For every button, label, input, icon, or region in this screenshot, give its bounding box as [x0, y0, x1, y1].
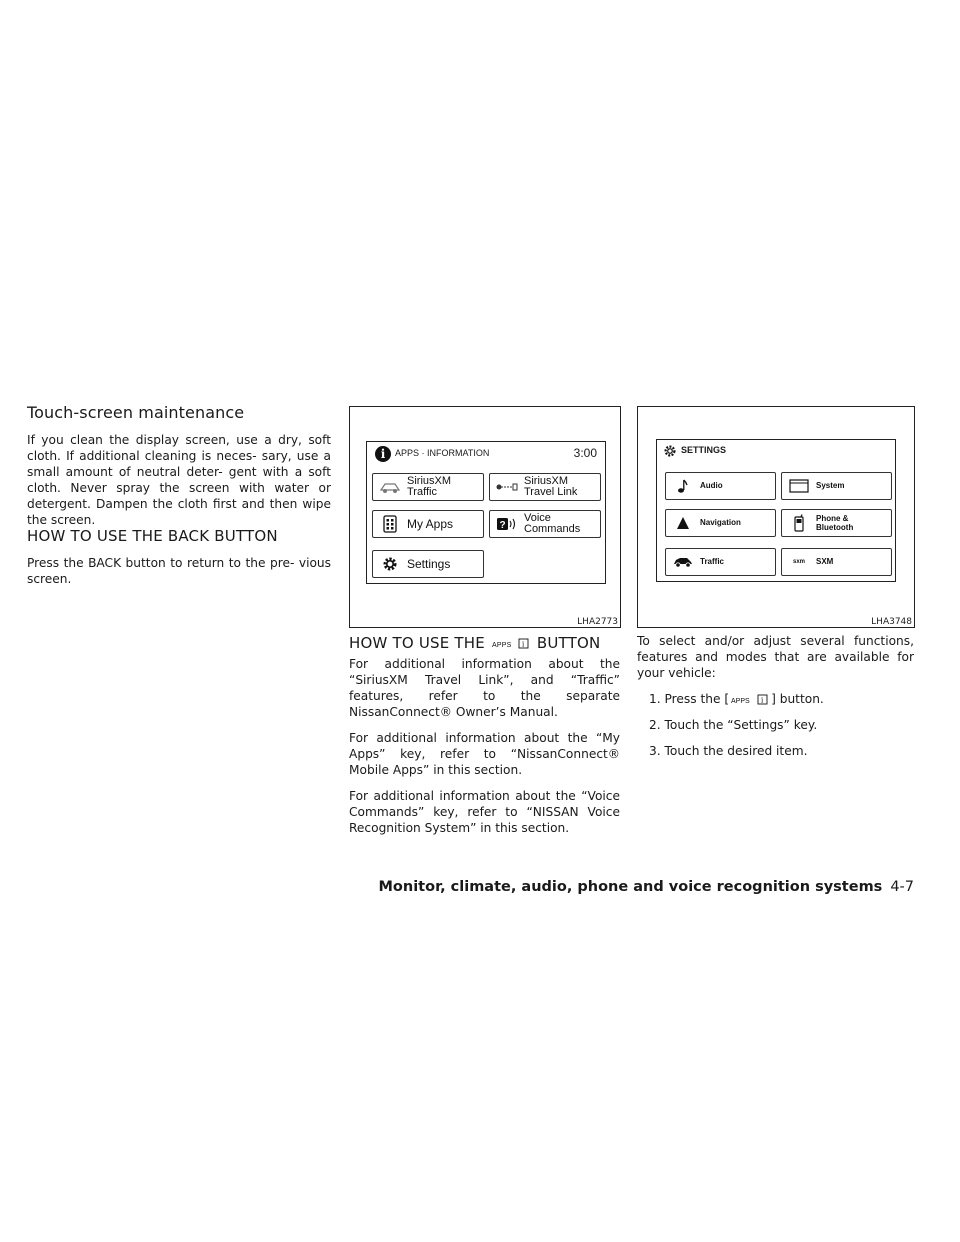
svg-text:?: ?: [499, 520, 506, 531]
footer-title: Monitor, climate, audio, phone and voice recognition systems: [378, 879, 883, 895]
navigation-arrow-icon: [672, 514, 694, 532]
apps-info-icon: [492, 638, 530, 649]
clock: 3:00: [573, 446, 597, 460]
apps-header-title: APPS · INFORMATION: [395, 448, 490, 458]
traffic-label: Traffic: [700, 557, 725, 566]
page-footer: [379, 879, 915, 895]
step-1-post: ] button.: [771, 692, 824, 706]
info-icon: i: [375, 446, 391, 462]
settings-button[interactable]: [372, 550, 484, 578]
back-button-text: Press the BACK button to return to the pre- vious screen.: [27, 556, 331, 586]
apps-button-heading: [349, 634, 620, 652]
traffic-icon: [379, 478, 401, 496]
step-3: 3. Touch the desired item.: [649, 744, 808, 758]
system-label: System: [816, 481, 845, 490]
my-apps-button[interactable]: [372, 510, 484, 538]
phone-icon: [788, 514, 810, 532]
paragraph-my-apps: For additional information about the “My Apps” key, refer to “NissanConnect® Mobile Apps” in this section.: [349, 731, 620, 777]
touch-screen-paragraph: [27, 432, 331, 538]
step-1: [649, 691, 914, 707]
music-note-icon: [672, 477, 694, 495]
svg-text:i: i: [521, 640, 525, 649]
apps-icon: [379, 515, 401, 533]
audio-button[interactable]: [665, 472, 776, 500]
figure-apps-information: [349, 406, 621, 628]
phone-bluetooth-label: Phone & Bluetooth: [816, 514, 854, 532]
settings-screen: [656, 439, 896, 582]
svg-text:i: i: [761, 696, 764, 705]
apps-screen: [366, 441, 606, 584]
siriusxm-traffic-label: SiriusXM Traffic: [407, 475, 452, 498]
traffic-button[interactable]: [665, 548, 776, 576]
apps-button-paragraphs: [349, 656, 620, 846]
settings-header-title: SETTINGS: [681, 445, 727, 455]
gear-icon: [663, 443, 677, 457]
figure-settings: [637, 406, 915, 628]
my-apps-label: My Apps: [407, 517, 454, 531]
sxm-button[interactable]: [781, 548, 892, 576]
step-2: 2. Touch the “Settings” key.: [649, 718, 818, 732]
voice-commands-button[interactable]: [489, 510, 601, 538]
siriusxm-travel-link-label: SiriusXM Travel Link: [524, 475, 578, 498]
screen-icon: [788, 477, 810, 495]
navigation-label: Navigation: [700, 518, 741, 527]
apps-heading-pre: HOW TO USE THE: [349, 634, 485, 652]
travel-link-icon: [496, 478, 518, 496]
apps-heading-post: BUTTON: [536, 634, 601, 652]
back-button-paragraph: [27, 555, 331, 597]
car-icon: [672, 553, 694, 571]
navigation-button[interactable]: [665, 509, 776, 537]
phone-bluetooth-button[interactable]: [781, 509, 892, 537]
siriusxm-traffic-button[interactable]: [372, 473, 484, 501]
settings-steps: [637, 691, 914, 759]
step-1-pre: 1. Press the [: [649, 692, 730, 706]
voice-commands-label: Voice Commands: [524, 512, 581, 535]
system-button[interactable]: [781, 472, 892, 500]
settings-instructions: [637, 633, 914, 769]
apps-info-icon: [731, 694, 769, 705]
sxm-label: SXM: [816, 557, 834, 566]
apps-icon-text: APPS: [491, 642, 512, 649]
voice-icon: [496, 515, 518, 533]
figure-code: LHA3748: [871, 617, 912, 627]
settings-label: Settings: [407, 557, 451, 571]
paragraph-voice-commands: For additional information about the “Voice Commands” key, refer to “NISSAN Voice Recognition System” in this section.: [349, 789, 620, 835]
back-button-heading: HOW TO USE THE BACK BUTTON: [27, 527, 278, 545]
gear-icon: [379, 555, 401, 573]
sxm-icon: [788, 553, 810, 571]
touch-screen-text: If you clean the display screen, use a dry, soft cloth. If additional cleaning is neces- sary, use a small amount of neutral deter- gent with a soft cloth. Never spray the screen with water or detergent. Dampen the cloth first and then wipe the screen.: [27, 433, 331, 527]
audio-label: Audio: [700, 481, 723, 490]
sxm-icon-text: sxm: [792, 559, 805, 565]
section-title-touch-screen: Touch-screen maintenance: [27, 403, 245, 422]
settings-intro: To select and/or adjust several functions, features and modes that are available for your vehicle:: [637, 634, 914, 680]
figure-code: LHA2773: [577, 617, 618, 627]
siriusxm-travel-link-button[interactable]: [489, 473, 601, 501]
apps-icon-text: APPS: [731, 698, 750, 705]
page-number: 4-7: [890, 879, 914, 895]
paragraph-siriusxm: For additional information about the “SiriusXM Travel Link”, and “Traffic” features, refer to the separate NissanConnect® Owner’s Manual.: [349, 657, 620, 719]
